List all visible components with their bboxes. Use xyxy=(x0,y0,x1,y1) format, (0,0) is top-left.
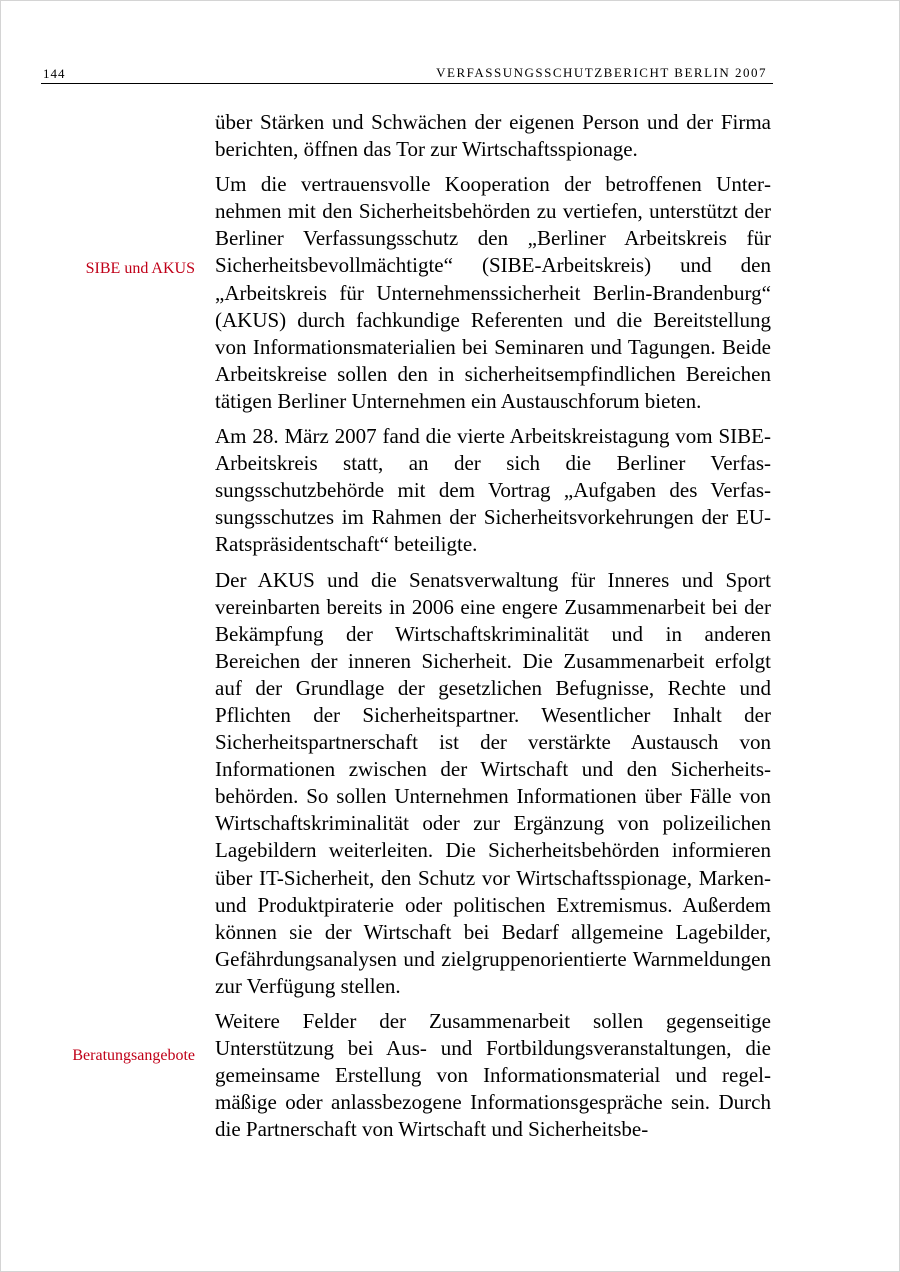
running-header xyxy=(41,65,773,84)
paragraph-wirtschaftsspionage: über Stärken und Schwächen der eigenen Person und der Firma berichten, öffnen das Tor zur Wirtschaftsspionage. xyxy=(215,110,771,162)
running-title: VERFASSUNGSSCHUTZBERICHT BERLIN 2007 xyxy=(436,65,767,80)
paragraph-arbeitskreistagung: Am 28. März 2007 fand die vierte Arbeitskreistagung vom SIBE-Arbeitskreis statt, an der sich die Berliner Verfassungsschutzbehörde mit dem Vortrag „Aufgaben des Verfassungsschutzes im Rahmen der Sicherheitsvorkehrungen der EU-Ratspräsidentschaft“ beteiligte. xyxy=(215,424,771,557)
margin-note-beratungsangebote: Beratungsangebote xyxy=(72,1047,195,1064)
paragraph-akus-zusammenarbeit: Der AKUS und die Senatsverwaltung für Inneres und Sport vereinbarten bereits in 2006 eine engere Zusammenarbeit bei der Bekämpfung der Wirtschaftskriminalität und in anderen Bereichen der inneren Sicherheit. Die Zusammenarbeit erfolgt auf der Grundlage der gesetzlichen Befugnisse, Rechte und Pflichten der Sicherheitspartner. Wesentlicher Inhalt der Sicherheitspartnerschaft ist der verstärkte Austausch von Informationen zwischen der Wirtschaft und den Sicherheitsbehörden. So sollen Unternehmen Informationen über Fälle von Wirtschaftskriminalität oder zur Ergänzung von polizeilichen Lagebildern weiterleiten. Die Sicherheitsbehörden informieren über IT-Sicherheit, den Schutz vor Wirtschaftsspionage, Marken- und Produktpiraterie oder politischen Extremismus. Außerdem können sie der Wirtschaft bei Bedarf allgemeine Lagebilder, Gefährdungsanalysen und zielgruppenorientierte Warnmeldungen zur Verfügung stellen. xyxy=(215,567,771,998)
paragraph-kooperation: Um die vertrauensvolle Kooperation der betroffenen Unternehmen mit den Sicherheitsbehörden zu vertiefen, unterstützt der Berliner Verfassungsschutz den „Berliner Arbeitskreis für Sicherheitsbevollmächtigte“ (SIBE-Arbeitskreis) und den „Arbeitskreis für Unternehmenssicherheit Berlin-Brandenburg“ (AKUS) durch fachkundige Referenten und die Bereitstellung von Informationsmaterialien bei Seminaren und Tagungen. Beide Arbeitskreise sollen den in sicherheitsempfindlichen Bereichen tätigen Berliner Unternehmen ein Austauschforum bieten. xyxy=(215,172,771,413)
paragraph-weitere-felder: Weitere Felder der Zusammenarbeit sollen gegenseitige Unterstützung bei Aus- und Fortbildungsveranstaltungen, die gemeinsame Erstellung von Informationsmaterial und regelmäßige oder anlassbezogene Informationsgespräche sein. Durch die Partnerschaft von Wirtschaft und Sicherheitsbe- xyxy=(215,1009,771,1142)
body-text-column xyxy=(215,109,771,1151)
page-number: 144 xyxy=(43,66,66,81)
margin-note-sibe-akus: SIBE und AKUS xyxy=(85,260,195,277)
